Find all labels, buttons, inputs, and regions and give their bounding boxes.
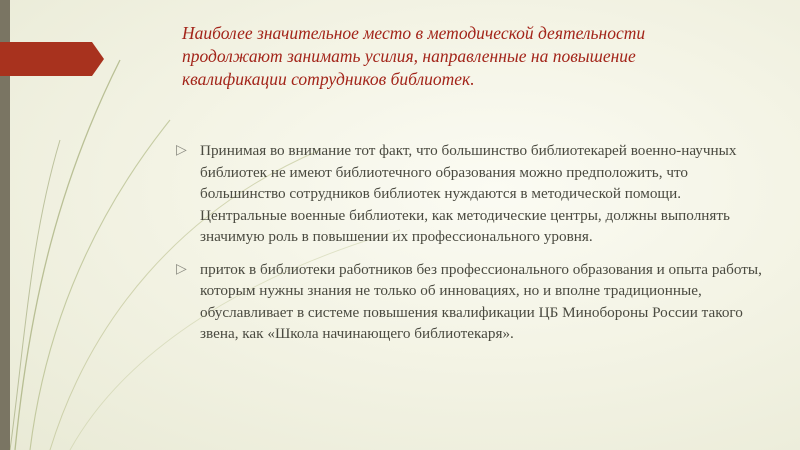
red-banner: [0, 42, 92, 76]
bullet-list: [176, 140, 766, 356]
bullet-text: приток в библиотеки работников без профессионального образования и опыта работы, которым нужны знания не только об инновациях, но и вполне традиционные, обуславливает в системе повышения квалификации ЦБ Минобороны России такого звена, как «Школа начинающего библиотекаря».: [200, 260, 762, 342]
slide-title: Наиболее значительное место в методической деятельности продолжают занимать усилия, направленные на повышение квалификации сотрудников библиотек.: [182, 23, 646, 89]
bullet-item: [176, 259, 766, 345]
bullet-item: [176, 140, 766, 248]
red-banner-arrow: [92, 42, 104, 76]
pointer-triangle-icon: ▷: [176, 260, 187, 277]
bullet-text: Принимая во внимание тот факт, что большинство библиотекарей военно-научных библиотек не имеют библиотечного образования можно предположить, что большинство сотрудников библиотек нуждаются в методической помощи. Центральные военные библиотеки, как методические центры, должны выполнять значимую роль в повышении их профессионального уровня.: [200, 142, 737, 245]
pointer-triangle-icon: ▷: [176, 142, 187, 158]
